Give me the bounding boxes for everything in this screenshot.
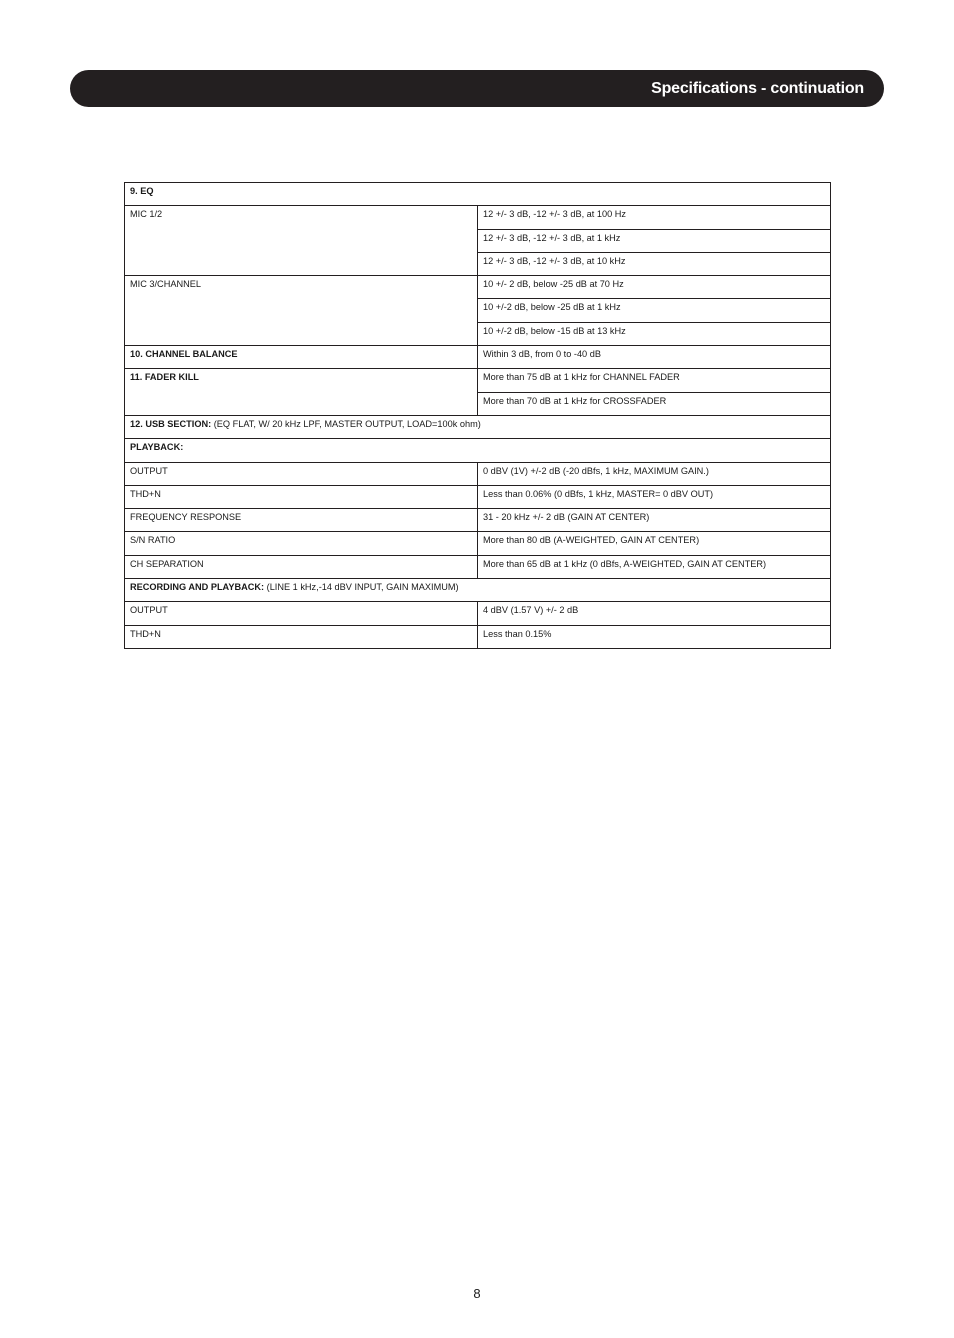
row-label: THD+N <box>125 485 478 508</box>
row-label: S/N RATIO <box>125 532 478 555</box>
section-usb-note: (EQ FLAT, W/ 20 kHz LPF, MASTER OUTPUT, LOAD=100k ohm) <box>211 418 481 429</box>
page-number: 8 <box>473 1286 481 1301</box>
row-value: 31 - 20 kHz +/- 2 dB (GAIN AT CENTER) <box>478 509 831 532</box>
table-row <box>125 462 831 485</box>
specifications-table <box>124 182 831 649</box>
row-value: More than 80 dB (A-WEIGHTED, GAIN AT CENTER) <box>478 532 831 555</box>
row-value: 0 dBV (1V) +/-2 dB (-20 dBfs, 1 kHz, MAXIMUM GAIN.) <box>478 462 831 485</box>
section-fader-kill: 11. FADER KILL <box>125 369 478 416</box>
page-title: Specifications - continuation <box>651 80 864 97</box>
table-row <box>125 276 831 299</box>
section-recording-note: (LINE 1 kHz,-14 dBV INPUT, GAIN MAXIMUM) <box>264 582 459 593</box>
row-value: 4 dBV (1.57 V) +/- 2 dB <box>478 602 831 625</box>
row-value: 10 +/-2 dB, below -25 dB at 1 kHz <box>478 299 831 322</box>
table-row <box>125 509 831 532</box>
table-row <box>125 183 831 206</box>
row-label: FREQUENCY RESPONSE <box>125 509 478 532</box>
row-label: CH SEPARATION <box>125 555 478 578</box>
row-value: More than 75 dB at 1 kHz for CHANNEL FADER <box>478 369 831 392</box>
table-row <box>125 579 831 602</box>
row-value: Within 3 dB, from 0 to -40 dB <box>478 346 831 369</box>
row-value: 10 +/- 2 dB, below -25 dB at 70 Hz <box>478 276 831 299</box>
table-row <box>125 439 831 462</box>
section-usb <box>125 415 831 438</box>
header-bar <box>70 70 884 107</box>
row-value: 12 +/- 3 dB, -12 +/- 3 dB, at 100 Hz <box>478 206 831 229</box>
table-row <box>125 346 831 369</box>
section-channel-balance: 10. CHANNEL BALANCE <box>125 346 478 369</box>
section-playback: PLAYBACK: <box>125 439 831 462</box>
row-label: OUTPUT <box>125 462 478 485</box>
section-recording-label: RECORDING AND PLAYBACK: <box>130 582 265 593</box>
table-row <box>125 555 831 578</box>
table-row <box>125 415 831 438</box>
row-value: Less than 0.06% (0 dBfs, 1 kHz, MASTER= 0 dBV OUT) <box>478 485 831 508</box>
row-value: Less than 0.15% <box>478 625 831 648</box>
row-label: THD+N <box>125 625 478 648</box>
section-usb-label: 12. USB SECTION: <box>130 418 212 429</box>
row-label: OUTPUT <box>125 602 478 625</box>
row-value: 12 +/- 3 dB, -12 +/- 3 dB, at 10 kHz <box>478 252 831 275</box>
row-label-mic12: MIC 1/2 <box>125 206 478 276</box>
section-eq: 9. EQ <box>125 183 831 206</box>
table-row <box>125 602 831 625</box>
table-row <box>125 532 831 555</box>
section-recording <box>125 579 831 602</box>
row-value: More than 70 dB at 1 kHz for CROSSFADER <box>478 392 831 415</box>
table-row <box>125 625 831 648</box>
row-value: 12 +/- 3 dB, -12 +/- 3 dB, at 1 kHz <box>478 229 831 252</box>
table-row <box>125 369 831 392</box>
row-value: More than 65 dB at 1 kHz (0 dBfs, A-WEIGHTED, GAIN AT CENTER) <box>478 555 831 578</box>
table-row <box>125 206 831 229</box>
table-row <box>125 485 831 508</box>
row-value: 10 +/-2 dB, below -15 dB at 13 kHz <box>478 322 831 345</box>
row-label-mic3: MIC 3/CHANNEL <box>125 276 478 346</box>
